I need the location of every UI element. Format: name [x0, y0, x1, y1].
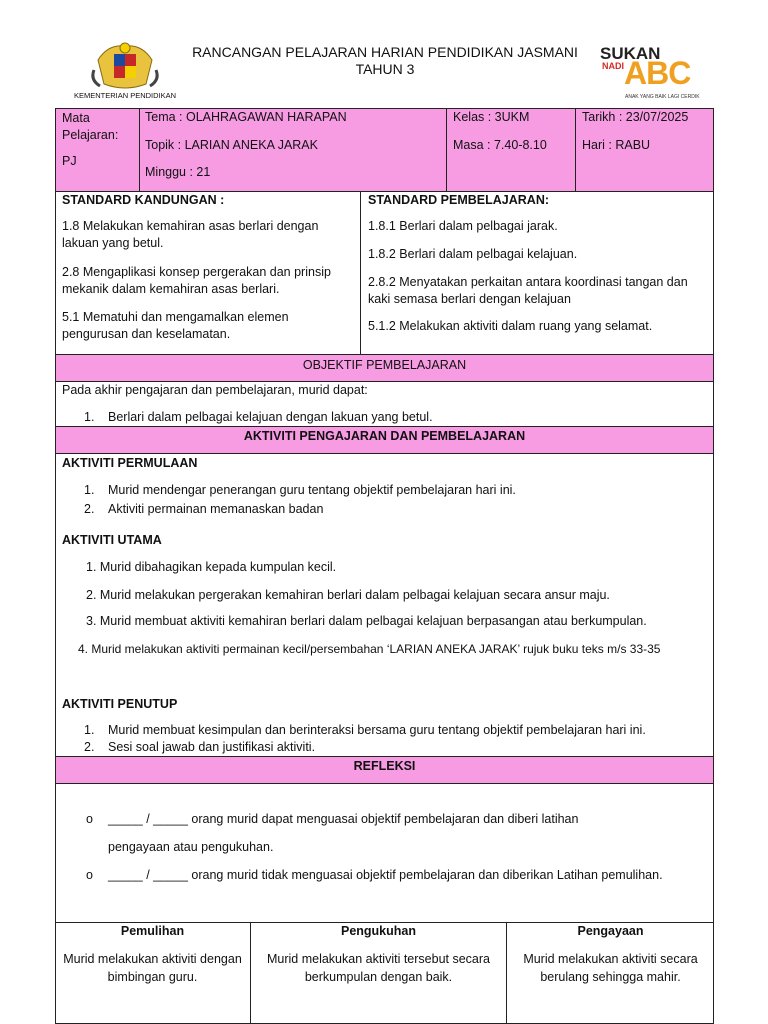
sp-title: STANDARD PEMBELAJARAN:: [368, 193, 550, 207]
kelas: Kelas : 3UKM: [453, 110, 530, 124]
utama-title: AKTIVITI UTAMA: [62, 533, 162, 547]
topik: Topik : LARIAN ANEKA JARAK: [145, 138, 318, 152]
minggu: Minggu : 21: [145, 165, 211, 179]
ministry-label: KEMENTERIAN PENDIDIKAN: [73, 91, 177, 100]
penutup-item: 2. Sesi soal jawab dan justifikasi aktiviti.: [84, 740, 316, 754]
pengukuhan-text: Murid melakukan aktiviti tersebut secara berkumpulan dengan baik.: [266, 952, 490, 984]
refleksi-bullet: o: [86, 812, 93, 826]
aktiviti-section: [55, 453, 714, 757]
sp-item: 1.8.2 Berlari dalam pelbagai kelajuan.: [368, 247, 578, 261]
pemulihan-title: Pemulihan: [120, 924, 185, 938]
refleksi-line: _____ / _____ orang murid tidak menguasai objektif pembelajaran dan diberikan Latihan pemulihan.: [108, 868, 663, 882]
pengukuhan-title: Pengukuhan: [340, 924, 416, 938]
permulaan-title: AKTIVITI PERMULAAN: [62, 456, 198, 470]
aktiviti-header: AKTIVITI PENGAJARAN DAN PEMBELAJARAN: [55, 426, 714, 454]
refleksi-bullet: o: [86, 868, 93, 882]
masa: Masa : 7.40-8.10: [453, 138, 547, 152]
objektif-header: OBJEKTIF PEMBELAJARAN: [55, 354, 714, 382]
tema: Tema : OLAHRAGAWAN HARAPAN: [145, 110, 347, 124]
sk-item: 1.8 Melakukan kemahiran asas berlari dengan lakuan yang betul.: [62, 219, 319, 250]
refleksi-line: pengayaan atau pengukuhan.: [108, 840, 274, 854]
pemulihan-text: Murid melakukan aktiviti dengan bimbingan guru.: [63, 952, 242, 984]
permulaan-item: 2. Aktiviti permainan memanaskan badan: [84, 502, 324, 516]
pengayaan-text: Murid melakukan aktiviti secara berulang sehingga mahir.: [523, 952, 698, 984]
permulaan-item: 1. Murid mendengar penerangan guru tentang objektif pembelajaran hari ini.: [84, 483, 516, 497]
utama-item: 3. Murid membuat aktiviti kemahiran berlari dalam pelbagai kelajuan berpasangan atau berkumpulan.: [86, 614, 647, 628]
utama-item: 1. Murid dibahagikan kepada kumpulan kecil.: [86, 560, 337, 574]
sk-item: 5.1 Mematuhi dan mengamalkan elemen pengurusan dan keselamatan.: [62, 310, 289, 341]
subject-value: PJ: [62, 154, 77, 168]
sukan-nadi-abc-logo: SUKAN NADI ABC ANAK YANG BAIK LAGI CERDIK: [600, 44, 700, 100]
coat-of-arms-logo: [88, 40, 162, 92]
sk-item: 2.8 Mengaplikasi konsep pergerakan dan prinsip mekanik dalam kemahiran asas berlari.: [62, 265, 331, 296]
sk-title: STANDARD KANDUNGAN :: [62, 193, 225, 207]
tarikh: Tarikh : 23/07/2025: [582, 110, 689, 124]
hari: Hari : RABU: [582, 138, 651, 152]
utama-item: 2. Murid melakukan pergerakan kemahiran berlari dalam pelbagai kelajuan secara ansur maju.: [86, 588, 610, 602]
pengayaan-title: Pengayaan: [577, 924, 644, 938]
sp-item: 1.8.1 Berlari dalam pelbagai jarak.: [368, 219, 558, 233]
sp-item: 5.1.2 Melakukan aktiviti dalam ruang yang selamat.: [368, 319, 653, 333]
refleksi-header: REFLEKSI: [55, 756, 714, 784]
penutup-title: AKTIVITI PENUTUP: [62, 697, 178, 711]
subject-label: Mata Pelajaran:: [62, 111, 119, 142]
sp-item: 2.8.2 Menyatakan perkaitan antara koordinasi tangan dan kaki semasa berlari dengan kelajuan: [368, 275, 688, 306]
penutup-item: 1. Murid membuat kesimpulan dan berinteraksi bersama guru tentang objektif pembelajaran hari ini.: [84, 723, 646, 737]
refleksi-line: _____ / _____ orang murid dapat menguasai objektif pembelajaran dan diberi latihan: [108, 812, 579, 826]
utama-item: 4. Murid melakukan aktiviti permainan kecil/persembahan ‘LARIAN ANEKA JARAK’ rujuk buku teks m/s 33-35: [78, 642, 661, 656]
page-title: RANCANGAN PELAJARAN HARIAN PENDIDIKAN JASMANI TAHUN 3: [192, 44, 578, 77]
objektif-item: 1. Berlari dalam pelbagai kelajuan dengan lakuan yang betul.: [84, 410, 433, 424]
objektif-intro: Pada akhir pengajaran dan pembelajaran, murid dapat:: [62, 383, 368, 397]
